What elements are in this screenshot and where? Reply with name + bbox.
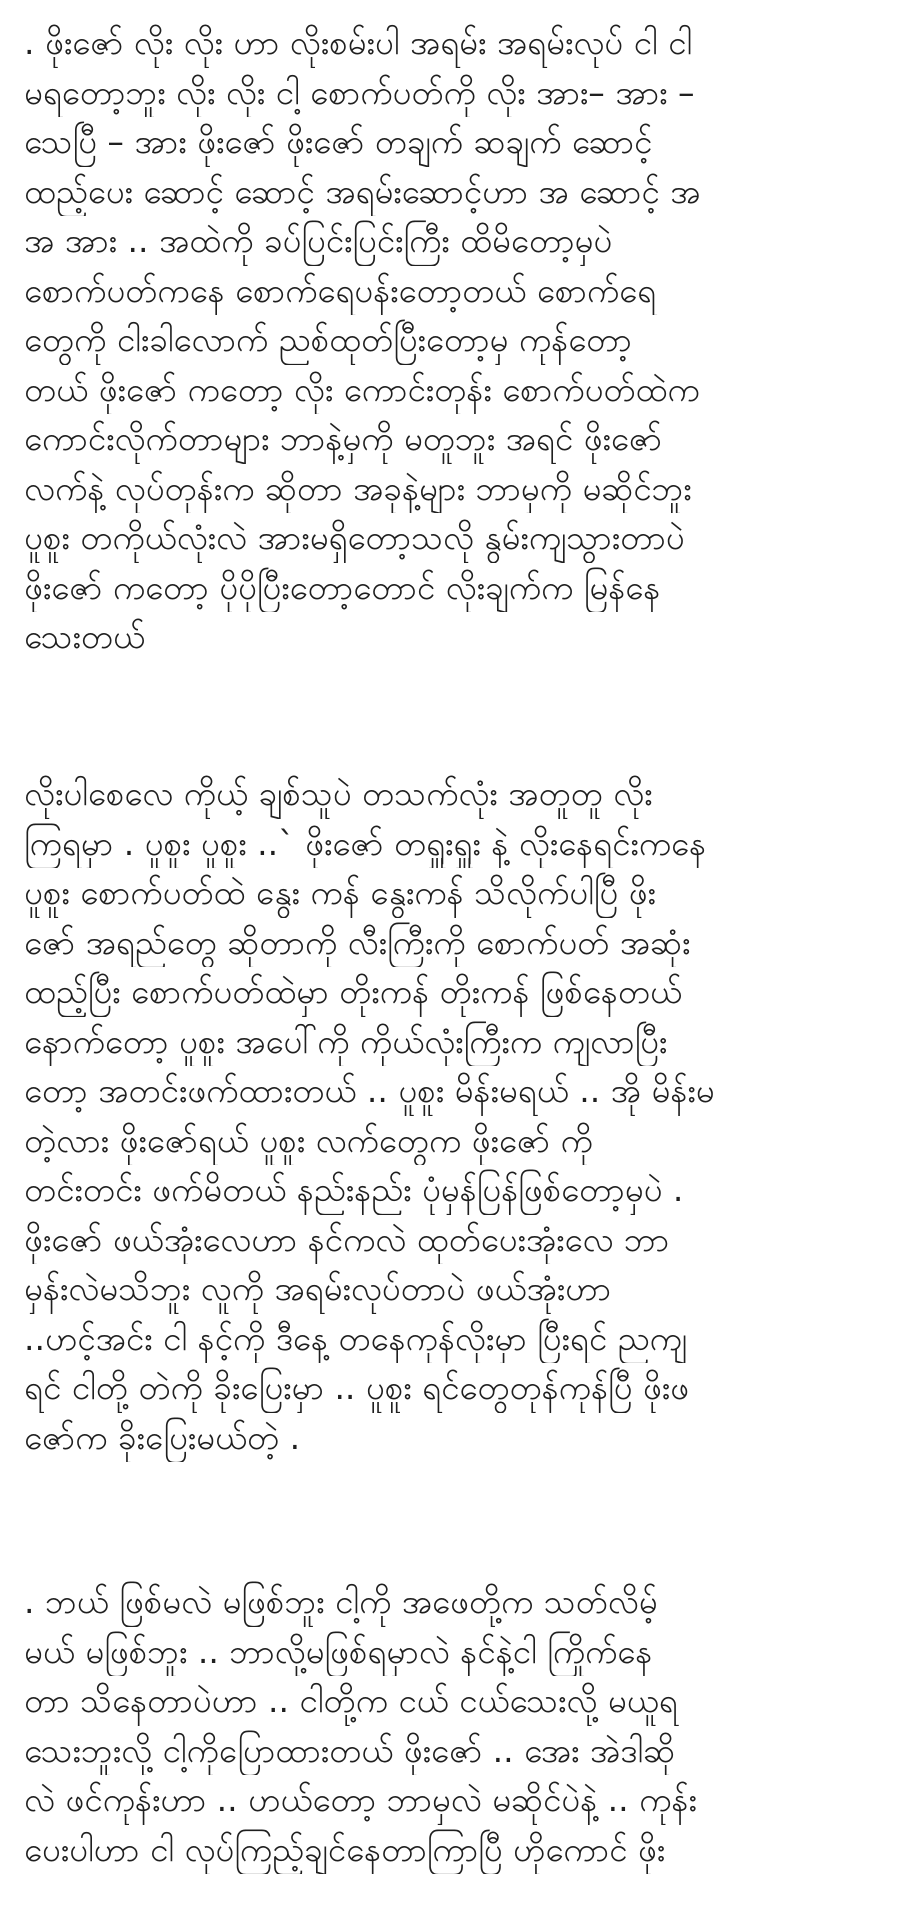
text-line: ဇော် အရည်တွေ ဆိုတာကို လီးကြီးကို စောက်ပတ် အဆုံး	[24, 922, 691, 962]
text-line: နောက်တော့ ပူစူး အပေါ်ကို ကိုယ်လုံးကြီးက ကျလာပြီး	[24, 1021, 668, 1061]
text-line: တဲ့လား ဖိုးဇော်ရယ် ပူစူး လက်တွေက ဖိုးဇော် ကို	[24, 1120, 593, 1160]
text-line: မှန်းလဲမသိဘူး လူကို အရမ်းလုပ်တာပဲ ဖယ်အုံးဟာ	[24, 1269, 612, 1308]
text-line: ပူစူး တကိုယ်လုံးလဲ အားမရှိတော့သလို နွမ်းကျသွားတာပဲ	[24, 518, 685, 557]
text-line: တွေကို ငါးခါလောက် ညစ်ထုတ်ပြီးတော့မှ ကုန်တော့	[24, 320, 632, 359]
text-line: ပေးပါဟာ ငါ လုပ်ကြည့်ချင်နေတာကြာပြီ ဟိုကောင် ဖိုး	[24, 1829, 666, 1869]
text-line: မရတော့ဘူး လိုး လိုး ငါ့ စောက်ပတ်ကို လိုး အား– အား –	[24, 72, 695, 112]
text-line: တော့ အတင်းဖက်ထားတယ် .. ပူစူး မိန်းမရယ် .. အို မိန်းမ	[24, 1071, 715, 1110]
paragraph-3	[0, 1577, 902, 1874]
text-line: ဖိုးဇော် ဖယ်အုံးလေဟာ နင်ကလဲ ထုတ်ပေးအုံးလေ ဘာ	[24, 1219, 670, 1259]
text-line: ထည့်ပေး ဆောင့် ဆောင့် အရမ်းဆောင့်ဟာ အ ဆောင့် အ	[24, 171, 701, 211]
text-line: ကောင်းလိုက်တာများ ဘာနဲ့မှကို မတူဘူး အရင် ဖိုးဇော်	[24, 419, 662, 458]
text-line: . ဘယ် ဖြစ်မလဲ မဖြစ်ဘူး ငါ့ကို အဖေတို့က သတ်လိမ့်	[24, 1582, 658, 1621]
text-line: တာ သိနေတာပဲဟာ .. ငါတို့က ငယ် ငယ်သေးလို့ မယူရ	[24, 1681, 678, 1720]
text-line: တင်းတင်း ဖက်မိတယ် နည်းနည်း ပုံမှန်ပြန်ဖြစ်တော့မှပဲ .	[24, 1170, 684, 1209]
text-line: သေးတယ်	[24, 617, 146, 656]
text-line: . ဖိုးဇော် လိုး လိုး ဟာ လိုးစမ်းပါ အရမ်း အရမ်းလုပ် ငါ ငါ	[24, 23, 693, 62]
text-line: အ အား .. အထဲကို ခပ်ပြင်းပြင်းကြီး ထိမိတော့မှပဲ	[24, 221, 613, 260]
text-line: ..ဟင့်အင်း ငါ နင့်ကို ဒီနေ့ တနေကုန်လိုးမှာ ပြီးရင် ညကျ	[24, 1318, 688, 1358]
paragraph-1	[0, 18, 902, 662]
text-line: သေပြီ – အား ဖိုးဇော် ဖိုးဇော် တချက် ဆချက် ဆောင့်	[24, 122, 653, 161]
text-line: စောက်ပတ်ကနေ စောက်ရေပန်းတော့တယ် စောက်ရေ	[24, 270, 657, 310]
text-line: ဇော်က ခိုးပြေးမယ်တဲ့ .	[24, 1417, 301, 1457]
text-line: တယ် ဖိုးဇော် ကတော့ လိုး ကောင်းတုန်း စောက်ပတ်ထဲက	[24, 369, 700, 409]
text-line: မယ် မဖြစ်ဘူး .. ဘာလို့မဖြစ်ရမှာလဲ နင်နဲ့ငါ ကြိုက်နေ	[24, 1631, 653, 1671]
text-line: သေးဘူးလို့ ငါ့ကိုပြောထားတယ် ဖိုးဇော် .. အေး အဲဒါဆို	[24, 1730, 675, 1770]
text-line: ကြရမှာ . ပူစူး ပူစူး ..` ဖိုးဇော် တရှူးရှူး နဲ့ လိုးနေရင်းကနေ	[24, 823, 707, 863]
text-line: ပူစူး စောက်ပတ်ထဲ နွေး ကန် နွေးကန် သိလိုက်ပါပြီ ဖိုး	[24, 873, 656, 912]
paragraph-2	[0, 769, 902, 1462]
text-line: ရင် ငါတို့ တဲကို ခိုးပြေးမှာ .. ပူစူး ရင်တွေတုန်ကုန်ပြီ ဖိုးဖ	[24, 1368, 689, 1407]
text-line: ဖိုးဇော် ကတော့ ပိုပိုပြီးတော့တောင် လိုးချက်က မြန်နေ	[24, 567, 661, 607]
text-line: လက်နဲ့ လုပ်တုန်းက ဆိုတာ အခုနဲ့များ ဘာမှကို မဆိုင်ဘူး	[24, 468, 692, 508]
text-line: ထည့်ပြီး စောက်ပတ်ထဲမှာ တိုးကန် တိုးကန် ဖြစ်နေတယ်	[24, 972, 683, 1011]
text-line: လဲ ဖင်ကုန်းဟာ .. ဟယ်တော့ ဘာမှလဲ မဆိုင်ပဲနဲ့ .. ကုန်း	[24, 1780, 697, 1819]
text-line: လိုးပါစေလေ ကိုယ့် ချစ်သူပဲ တသက်လုံး အတူတူ လိုး	[24, 774, 653, 813]
